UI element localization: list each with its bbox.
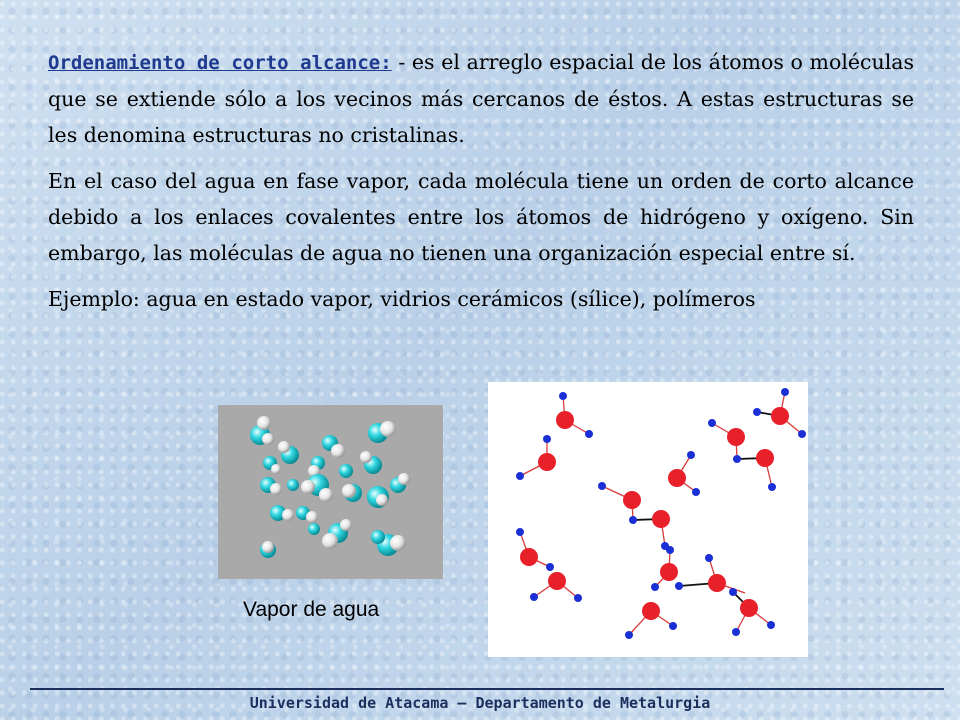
example-line: Ejemplo: agua en estado vapor, vidrios cerámicos (sílice), polímeros [48,287,756,311]
water-vapor-paragraph: En el caso del agua en fase vapor, cada molécula tiene un orden de corto alcance debido a los enlaces covalentes entre los átomos de hidrógeno y oxígeno. Sin embargo, las moléculas de agua no tienen una organización especial entre sí. [48,169,914,265]
molecule-network-illustration [488,382,808,657]
definition-paragraph [48,44,914,153]
definition-term: Ordenamiento de corto alcance: [48,52,392,74]
slide-content [48,44,914,327]
water-molecules-diagram [488,382,808,657]
water-vapor-image [218,405,443,579]
footer-divider [30,688,944,690]
water-vapor-illustration [218,405,443,579]
vapor-caption: Vapor de agua [243,598,380,621]
definition-text: - es el arreglo espacial de los átomos o moléculas que se extiende sólo a los vecinos más cercanos de éstos. A estas estructuras se les denomina estructuras no cristalinas. [48,50,914,147]
footer-institution: Universidad de Atacama – Departamento de Metalurgia [249,694,711,712]
